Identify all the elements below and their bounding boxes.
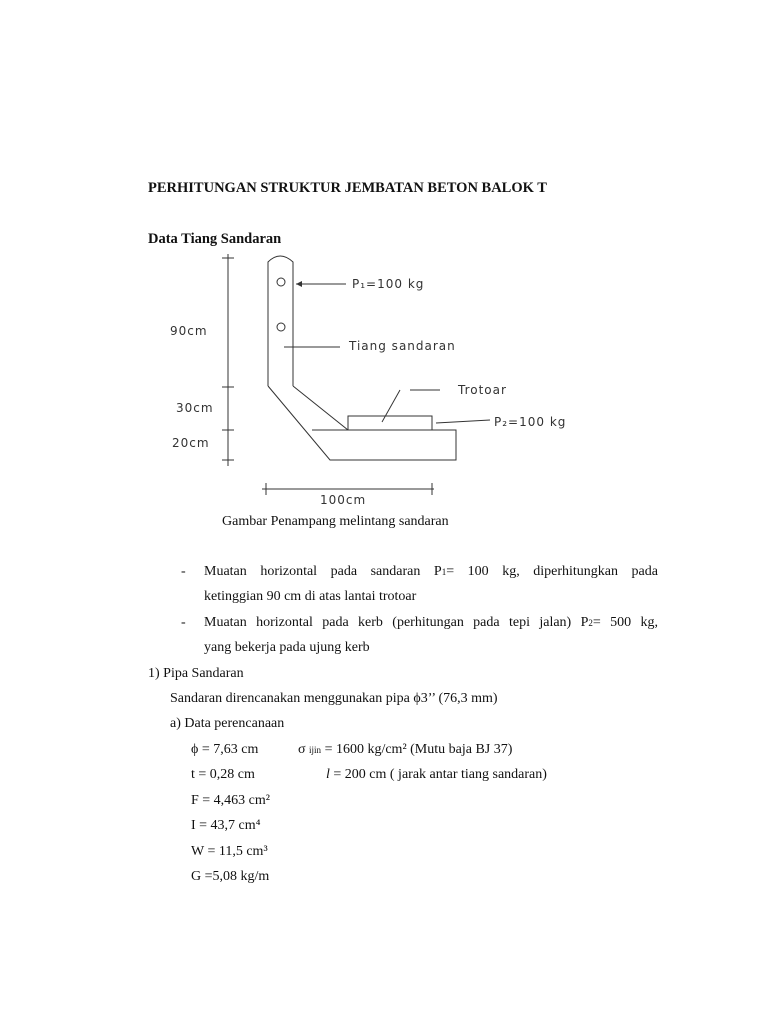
label-p1: P₁=100 kg	[352, 277, 425, 291]
section-heading: Data Tiang Sandaran	[148, 231, 282, 247]
document-title: PERHITUNGAN STRUKTUR JEMBATAN BETON BALOK T	[148, 180, 547, 196]
railing-cross-section-drawing	[150, 246, 590, 508]
l-value: l = 200 cm ( jarak antar tiang sandaran)	[326, 767, 547, 782]
phi-value: ϕ = 7,63 cm	[191, 742, 259, 757]
label-tiang-sandaran: Tiang sandaran	[349, 339, 456, 353]
dim-100cm: 100cm	[320, 493, 367, 507]
dim-90cm: 90cm	[170, 324, 208, 338]
F-value: F = 4,463 cm²	[191, 793, 270, 808]
dim-30cm: 30cm	[176, 401, 214, 415]
label-trotoar: Trotoar	[458, 383, 507, 397]
bullet-1-line-1: Muatan horizontal pada sandaran P1= 100 kg, diperhitungkan pada	[204, 564, 658, 579]
t-value: t = 0,28 cm	[191, 767, 255, 782]
label-p2: P₂=100 kg	[494, 415, 567, 429]
pipa-intro: Sandaran direncanakan menggunakan pipa ϕ3’’ (76,3 mm)	[170, 691, 498, 706]
figure-caption: Gambar Penampang melintang sandaran	[222, 514, 449, 529]
bullet-dash-1: -	[181, 564, 186, 579]
G-value: G =5,08 kg/m	[191, 869, 270, 884]
pipa-heading: 1) Pipa Sandaran	[148, 666, 244, 681]
bullet-dash-2: -	[181, 615, 186, 630]
bullet-2-line-2: yang bekerja pada ujung kerb	[204, 640, 370, 655]
bullet-1-line-2: ketinggian 90 cm di atas lantai trotoar	[204, 589, 417, 604]
W-value: W = 11,5 cm³	[191, 844, 268, 859]
bullet-2-line-1: Muatan horizontal pada kerb (perhitungan pada tepi jalan) P2= 500 kg,	[204, 615, 659, 630]
I-value: I = 43,7 cm⁴	[191, 818, 261, 833]
data-perencanaan-heading: a) Data perencanaan	[170, 716, 285, 731]
sigma-ijin: σ ijin = 1600 kg/cm² (Mutu baja BJ 37)	[298, 742, 513, 757]
dim-20cm: 20cm	[172, 436, 210, 450]
